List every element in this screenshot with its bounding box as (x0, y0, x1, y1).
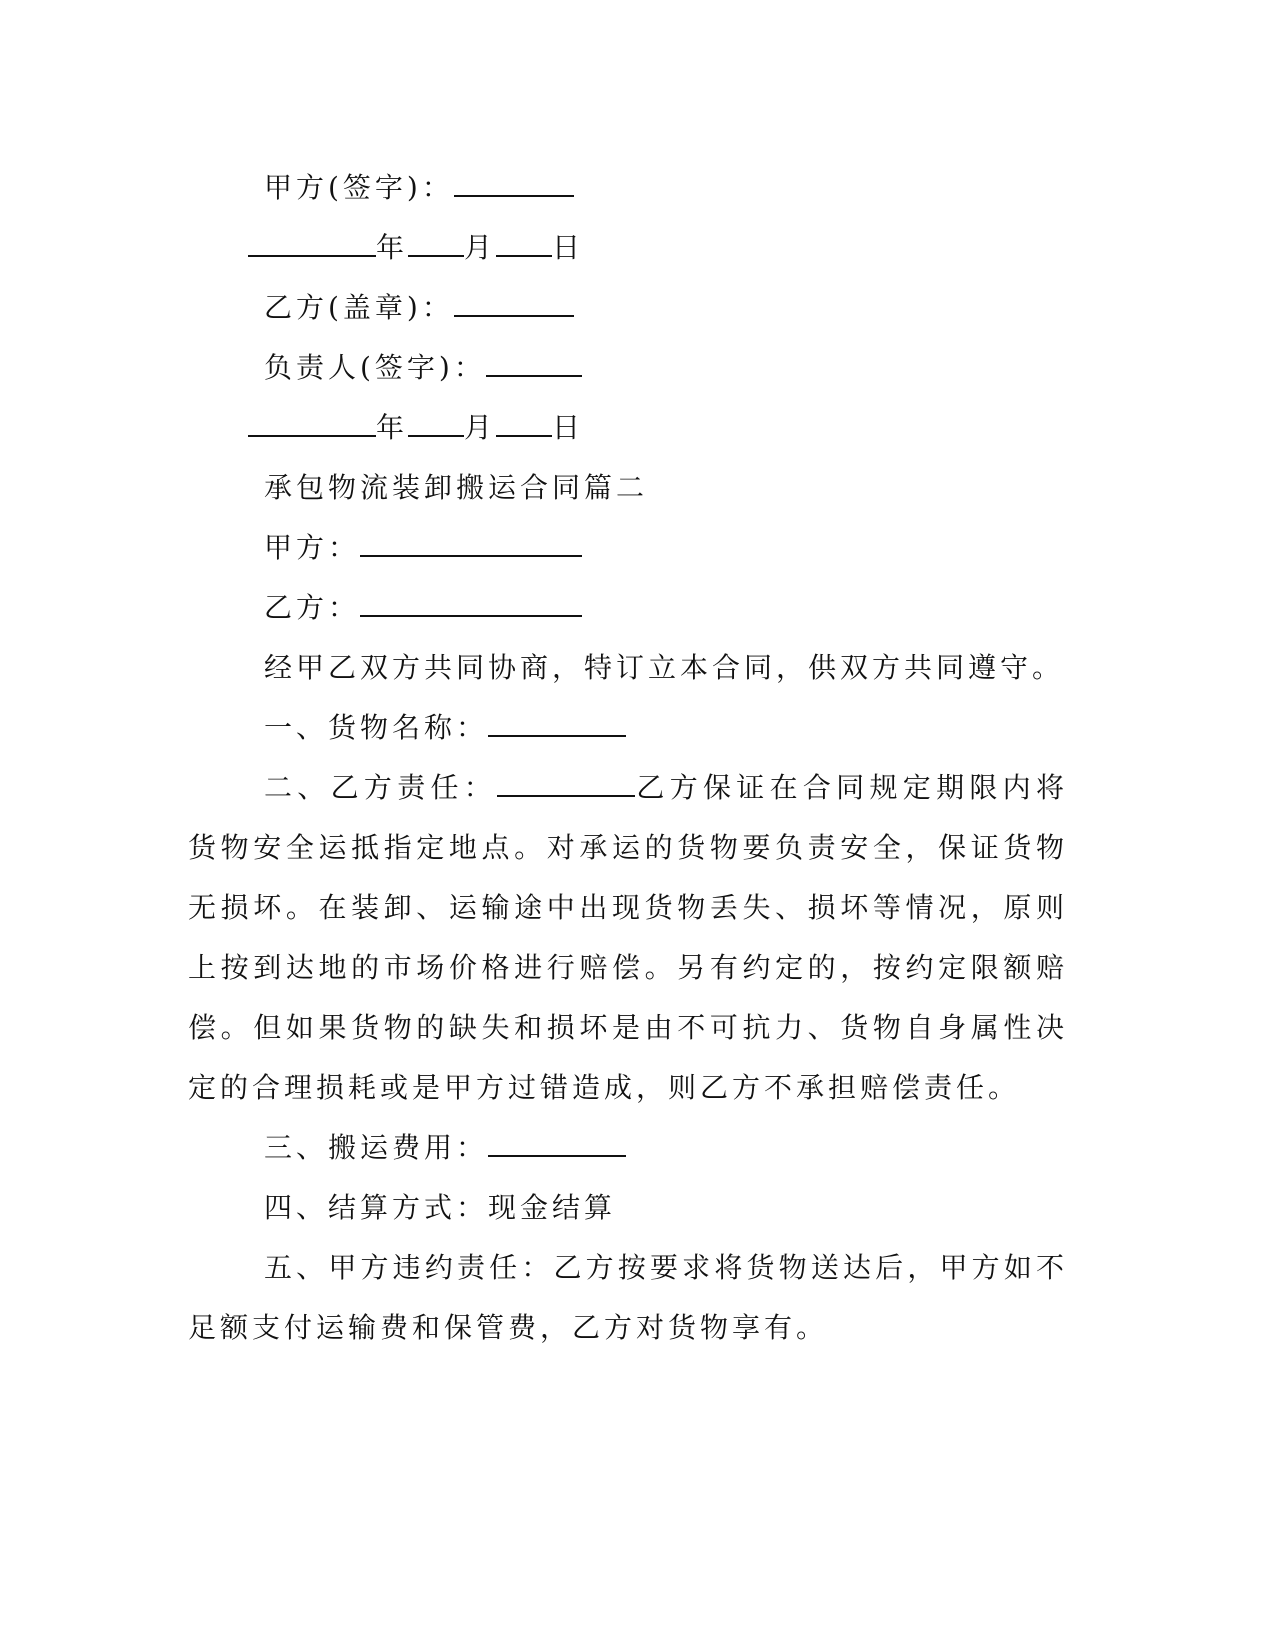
year-label: 年 (376, 411, 409, 444)
responsible-signature-line (188, 338, 1068, 398)
party-b-seal-line (188, 278, 1068, 338)
month-label: 月 (464, 411, 497, 444)
year-blank (248, 413, 376, 437)
year-label: 年 (376, 231, 409, 264)
party-b-label: 乙方： (264, 591, 361, 624)
day-label: 日 (552, 231, 585, 264)
party-b-seal-blank (454, 293, 574, 317)
party-a-sign-blank (454, 173, 574, 197)
document-body (188, 158, 1068, 1358)
day-blank (496, 413, 552, 437)
party-a-signature-line (188, 158, 1068, 218)
clause-1-label: 一、货物名称： (264, 711, 489, 744)
clause-2-paragraph (188, 758, 1068, 1118)
party-b-responsibility-blank (497, 773, 635, 797)
clause-2-text: 乙方保证在合同规定期限内将货物安全运抵指定地点。对承运的货物要负责安全，保证货物无损坏。在装卸、运输途中出现货物丢失、损坏等情况，原则上按到达地的市场价格进行赔偿。另有约定的，按约定限额赔偿。但如果货物的缺失和损坏是由不可抗力、货物自身属性决定的合理损耗或是甲方过错造成，则乙方不承担赔偿责任。 (188, 771, 1068, 1104)
month-blank (408, 413, 464, 437)
month-blank (408, 233, 464, 257)
date-line-1 (188, 218, 1068, 278)
responsible-sign-label: 负责人(签字)： (264, 351, 486, 384)
party-a-blank (360, 533, 582, 557)
clause-5-paragraph: 五、甲方违约责任：乙方按要求将货物送达后，甲方如不足额支付运输费和保管费，乙方对货物享有。 (188, 1251, 1068, 1344)
responsible-sign-blank (486, 353, 582, 377)
clause-4-line: 四、结算方式：现金结算 (264, 1191, 617, 1224)
clause-2-label: 二、乙方责任： (264, 771, 498, 804)
party-b-blank (360, 593, 582, 617)
preamble: 经甲乙双方共同协商，特订立本合同，供双方共同遵守。 (264, 651, 1065, 684)
date-line-2 (188, 398, 1068, 458)
day-blank (496, 233, 552, 257)
day-label: 日 (552, 411, 585, 444)
party-a-line (188, 518, 1068, 578)
clause-3-label: 三、搬运费用： (264, 1131, 489, 1164)
party-b-seal-label: 乙方(盖章)： (264, 291, 454, 324)
year-blank (248, 233, 376, 257)
party-a-sign-label: 甲方(签字)： (264, 171, 454, 204)
clause-3-line (188, 1118, 1068, 1178)
party-b-line (188, 578, 1068, 638)
party-a-label: 甲方： (264, 531, 361, 564)
section-title: 承包物流装卸搬运合同篇二 (264, 471, 649, 504)
handling-fee-blank (488, 1133, 626, 1157)
clause-1-line (188, 698, 1068, 758)
month-label: 月 (464, 231, 497, 264)
goods-name-blank (488, 713, 626, 737)
